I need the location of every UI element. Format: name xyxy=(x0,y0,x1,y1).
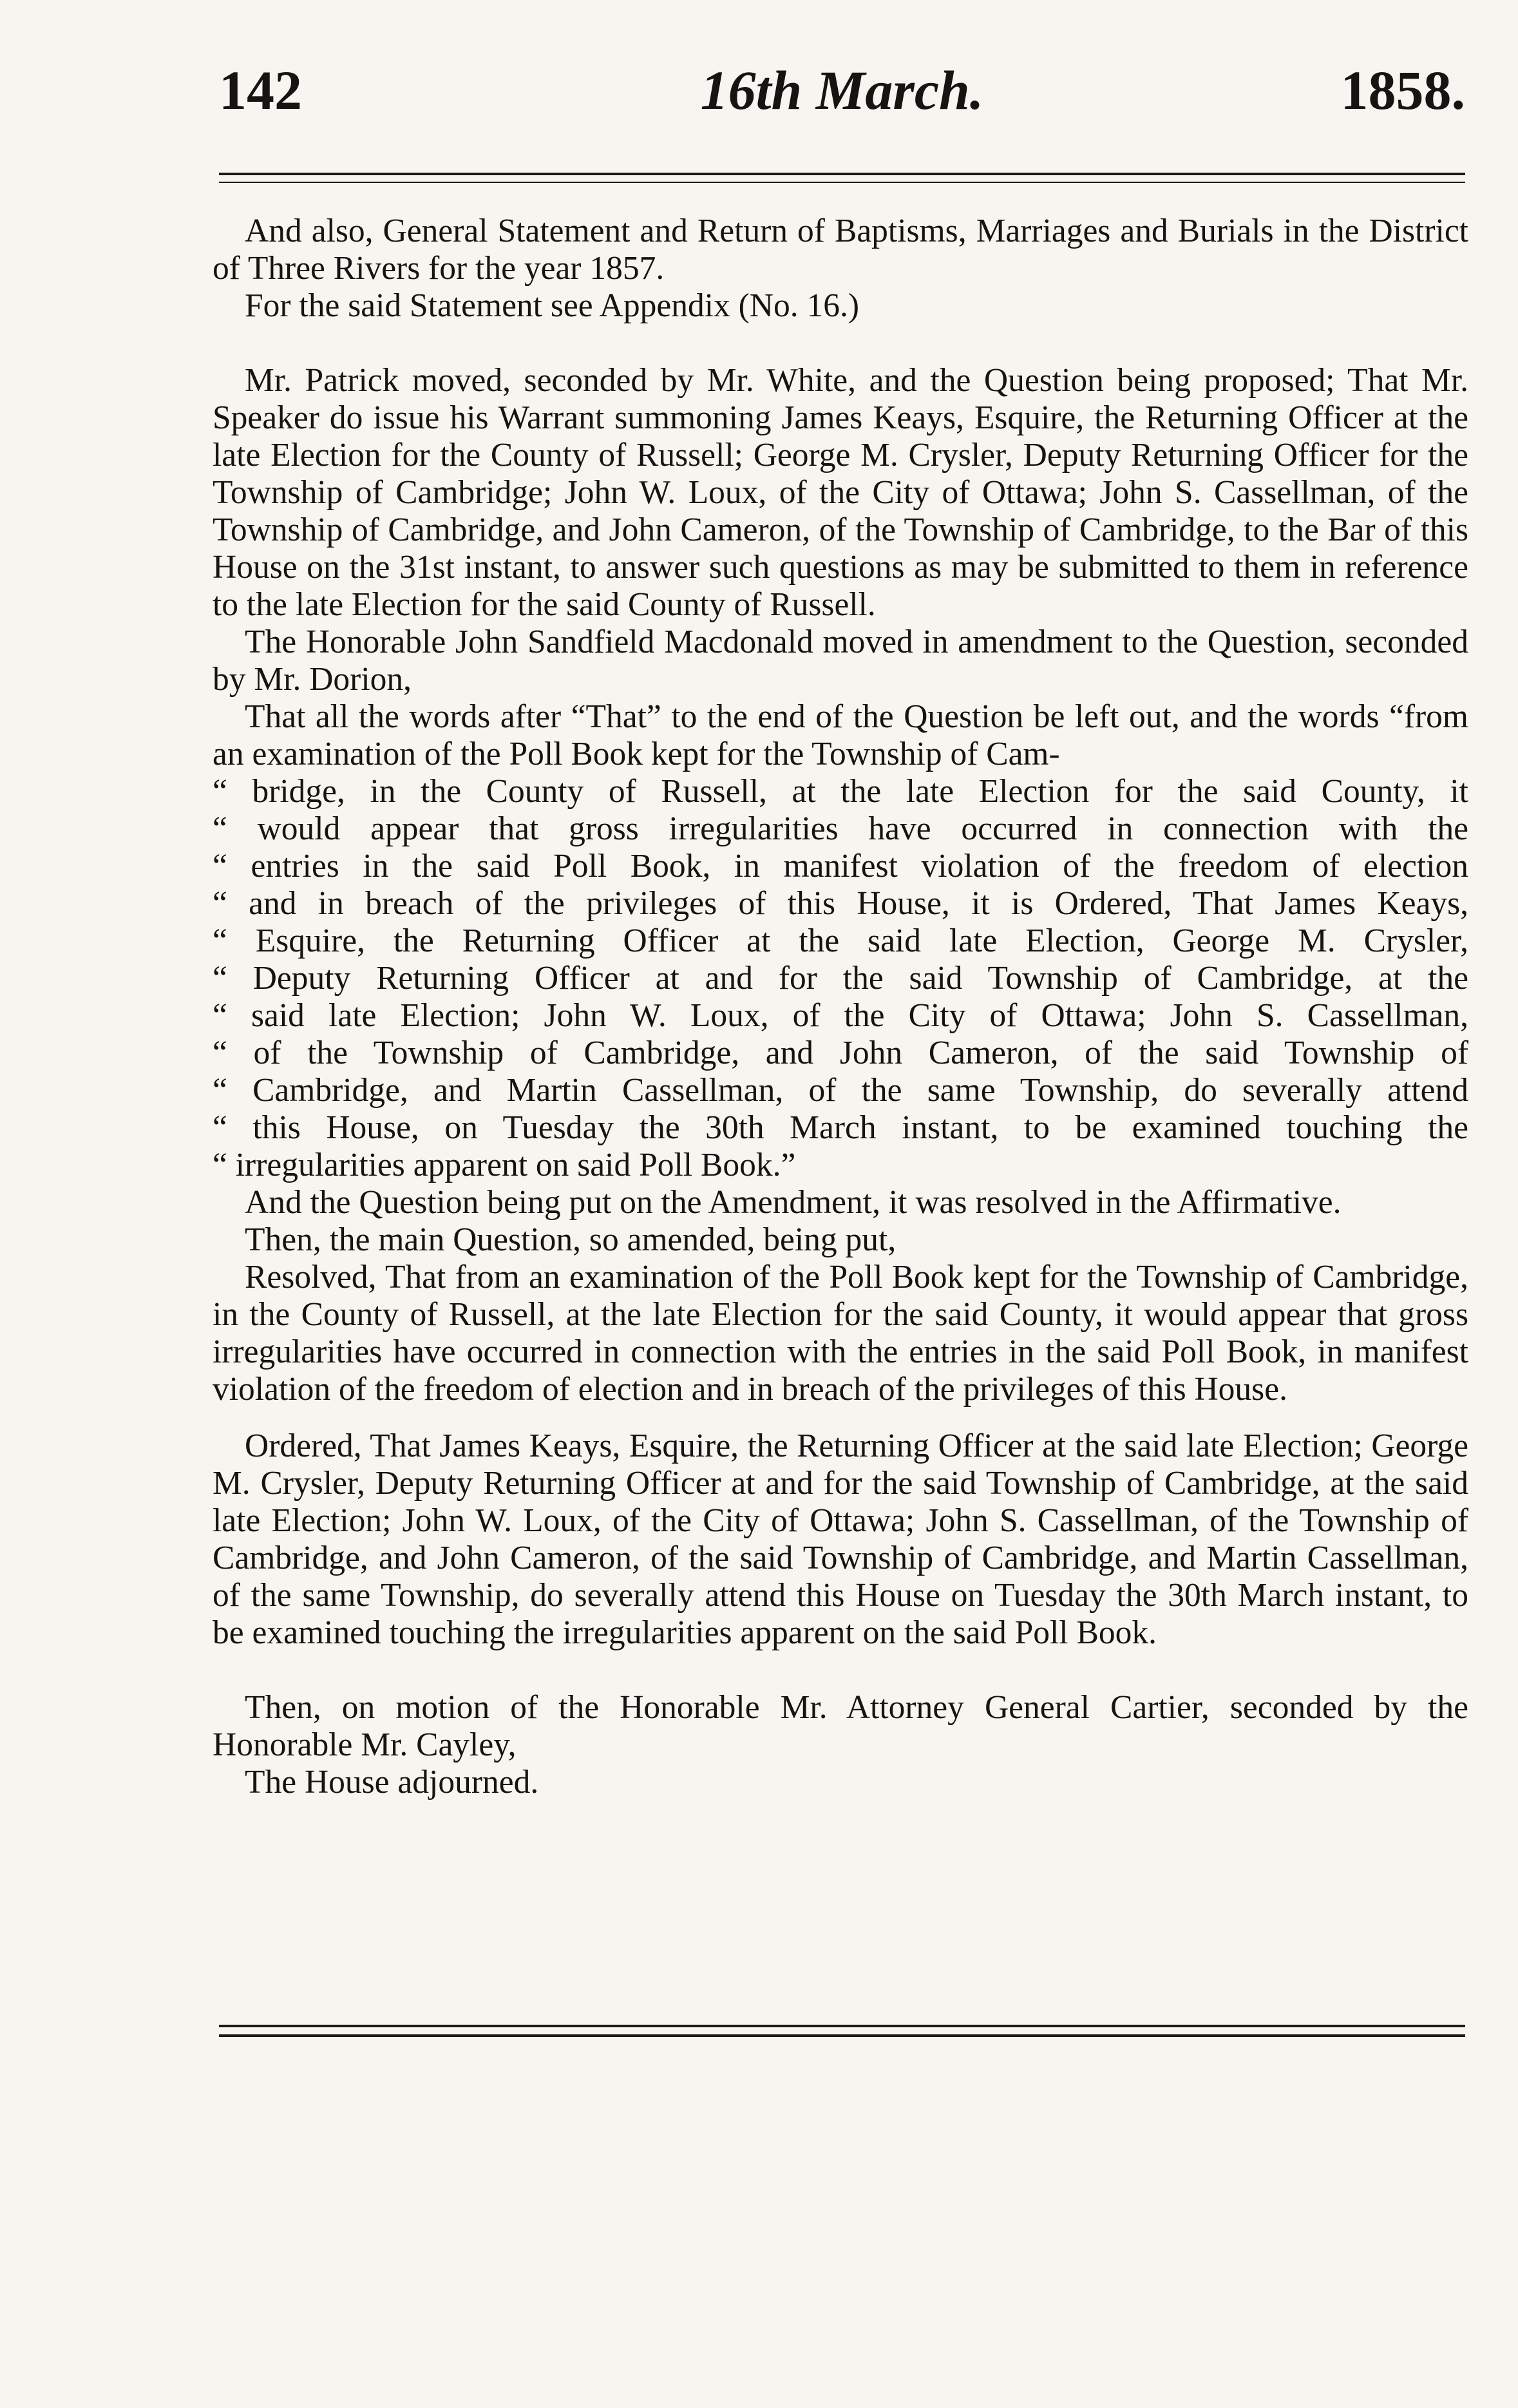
footer-rule-top xyxy=(219,2025,1465,2027)
paragraph: Resolved, That from an examination of the Poll Book kept for the Township of Cambridge, in the County of Russell, at the late Election for the said County, it would appear that gross irregularities have occurred in connection with the entries in the said Poll Book, in manifest violation of the freedom of election and in breach of the privileges of this House. xyxy=(213,1259,1468,1408)
page-number: 142 xyxy=(219,59,302,121)
warrant-motion xyxy=(213,362,1468,773)
quote-line: “ and in breach of the privileges of this House, it is Ordered, That James Keays, xyxy=(213,885,1468,922)
quote-line: “ Deputy Returning Officer at and for the said Township of Cambridge, at the xyxy=(213,960,1468,997)
appendix-entry xyxy=(213,213,1468,325)
quote-line: “ would appear that gross irregularities have occurred in connection with the xyxy=(213,810,1468,847)
quote-line: “ entries in the said Poll Book, in manifest violation of the freedom of election xyxy=(213,848,1468,884)
page-header xyxy=(219,58,1465,129)
header-rule-top xyxy=(219,173,1465,175)
paragraph: The Honorable John Sandfield Macdonald moved in amendment to the Question, seconded by Mr. Dorion, xyxy=(213,624,1468,698)
quote-line: “ said late Election; John W. Loux, of the City of Ottawa; John S. Cassellman, xyxy=(213,997,1468,1034)
quote-line: “ Esquire, the Returning Officer at the said late Election, George M. Crysler, xyxy=(213,922,1468,959)
quote-line: “ Cambridge, and Martin Cassellman, of the same Township, do severally attend xyxy=(213,1072,1468,1109)
order-paragraph xyxy=(213,1428,1468,1652)
running-title: 16th March. xyxy=(700,59,984,121)
quote-line: “ irregularities apparent on said Poll Book.” xyxy=(213,1147,796,1183)
footer-rule-bottom xyxy=(219,2034,1465,2037)
page-year: 1858. xyxy=(1340,59,1465,121)
paragraph: Then, on motion of the Honorable Mr. Attorney General Cartier, seconded by the Honorable Mr. Cayley, xyxy=(213,1689,1468,1763)
quote-line: “ of the Township of Cambridge, and John Cameron, of the said Township of xyxy=(213,1035,1468,1071)
amendment-quote xyxy=(213,773,1468,1184)
paragraph: Ordered, That James Keays, Esquire, the Returning Officer at the said late Election; George M. Crysler, Deputy Returning Officer at and for the said Township of Cambridge, at the said late Election; John W. Loux, of the City of Ottawa; John S. Cassellman, of the Township of Cambridge, and John Cameron, of the said Township of Cambridge, and Martin Cassellman, of the same Township, do severally attend this House on Tuesday the 30th March instant, to be examined touching the irregularities apparent on the said Poll Book. xyxy=(213,1428,1468,1651)
adjournment xyxy=(213,1689,1468,1801)
paragraph: Then, the main Question, so amended, being put, xyxy=(245,1221,897,1258)
paragraph: That all the words after “That” to the end of the Question be left out, and the words “from an examination of the Poll Book kept for the Township of Cam- xyxy=(213,698,1468,772)
paragraph: The House adjourned. xyxy=(245,1764,539,1801)
quote-line: “ bridge, in the County of Russell, at the late Election for the said County, it xyxy=(213,773,1468,810)
amendment-resolution xyxy=(213,1184,1468,1408)
header-rule-bottom xyxy=(219,182,1465,183)
paragraph: Mr. Patrick moved, seconded by Mr. White, and the Question being proposed; That Mr. Speaker do issue his Warrant summoning James Keays, Esquire, the Returning Officer at the late Election for the County of Russell; George M. Crysler, Deputy Returning Officer for the Township of Cambridge; John W. Loux, of the City of Ottawa; John S. Cassellman, of the Township of Cambridge, and John Cameron, of the Township of Cambridge, to the Bar of this House on the 31st instant, to answer such questions as may be submitted to them in reference to the late Election for the said County of Russell. xyxy=(213,362,1468,623)
paragraph: For the said Statement see Appendix (No. 16.) xyxy=(245,287,860,324)
journal-body xyxy=(213,213,1468,1801)
quote-line: “ this House, on Tuesday the 30th March instant, to be examined touching the xyxy=(213,1109,1468,1146)
paragraph: And the Question being put on the Amendment, it was resolved in the Affirmative. xyxy=(245,1184,1342,1221)
paragraph: And also, General Statement and Return of Baptisms, Marriages and Burials in the District of Three Rivers for the year 1857. xyxy=(213,213,1468,287)
